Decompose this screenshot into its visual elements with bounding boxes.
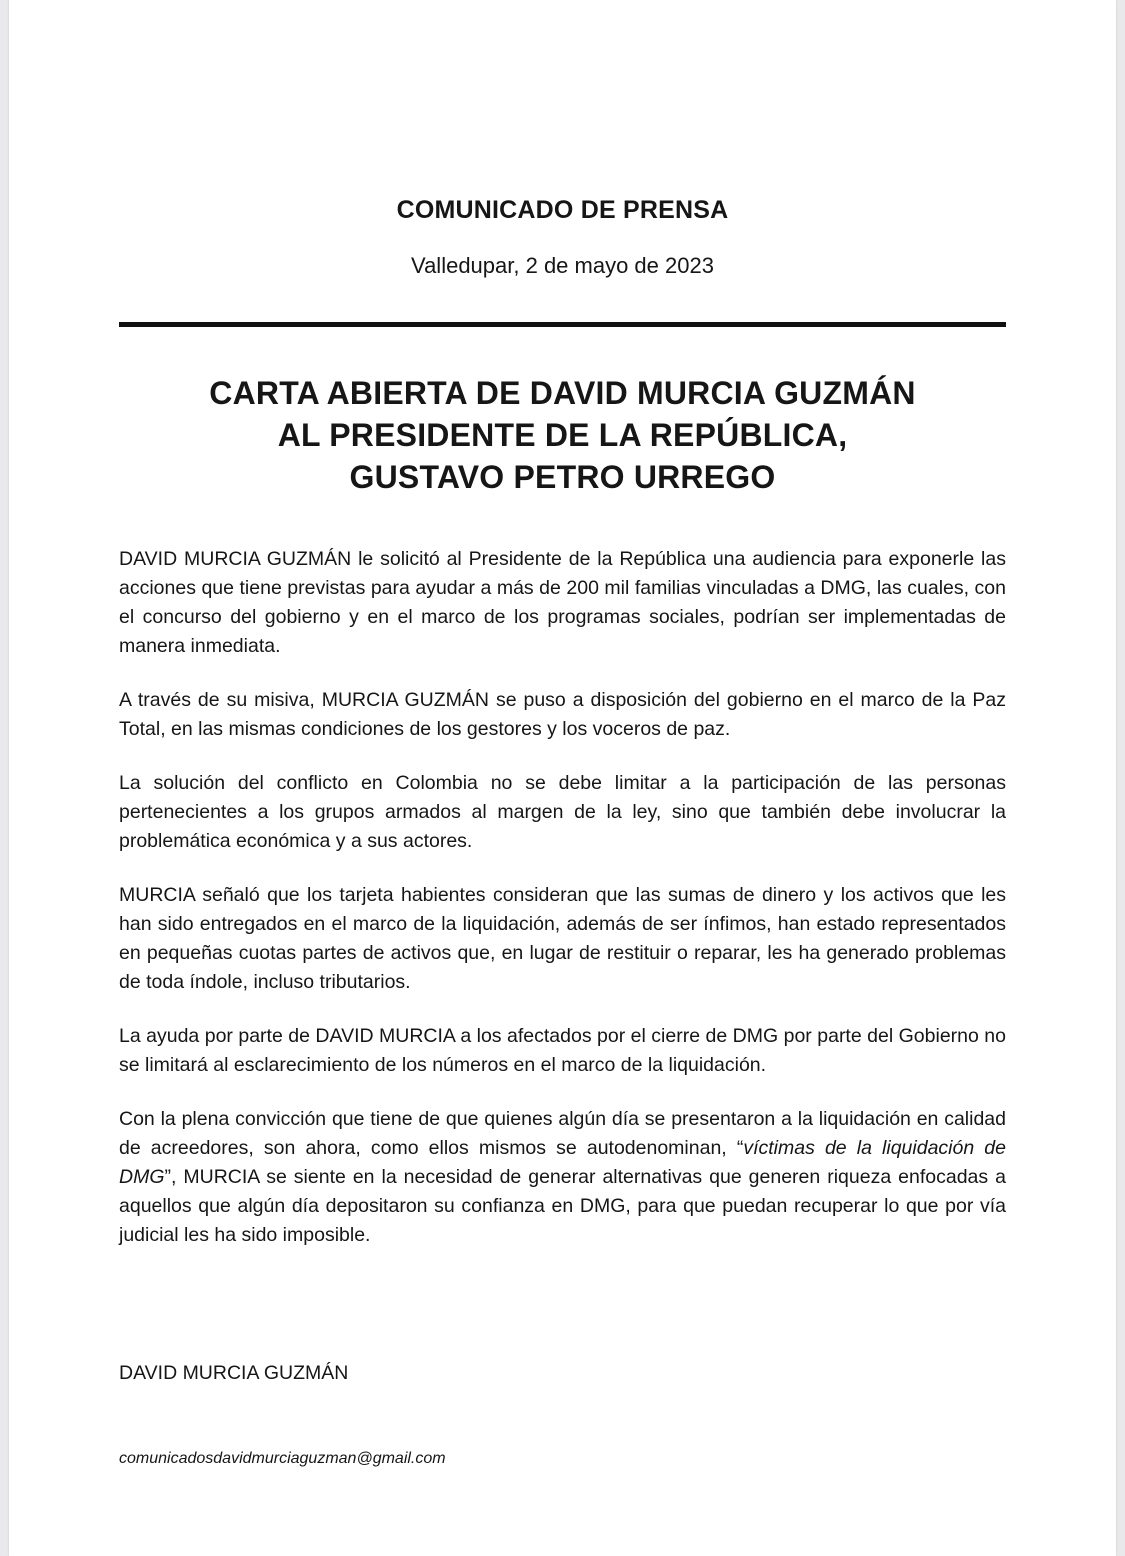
title-line-2: AL PRESIDENTE DE LA REPÚBLICA, <box>277 417 848 453</box>
paragraph-1: DAVID MURCIA GUZMÁN le solicitó al Presidente de la República una audiencia para exponerle las acciones que tiene previstas para ayudar a más de 200 mil familias vinculadas a DMG, las cuales, con el concurso del gobierno y en el marco de los programas sociales, podrían ser implementadas de manera inmediata. <box>119 548 1006 657</box>
paragraph-3: La solución del conflicto en Colombia no se debe limitar a la participación de las personas pertenecientes a los grupos armados al margen de la ley, sino que también debe involucrar la problemática económica y a sus actores. <box>119 772 1006 852</box>
paragraph-2: A través de su misiva, MURCIA GUZMÁN se puso a disposición del gobierno en el marco de la Paz Total, en las mismas condiciones de los gestores y los voceros de paz. <box>119 689 1006 740</box>
signature-name: DAVID MURCIA GUZMÁN <box>119 1362 349 1384</box>
press-release-label: COMUNICADO DE PRENSA <box>396 196 729 224</box>
paragraph-6-text-end: ”, MURCIA se siente en la necesidad de generar alternativas que generen riqueza enfocadas a aquellos que algún día depositaron su confianza en DMG, para que puedan recuperar lo que por vía judicial les ha sido imposible. <box>119 1166 1006 1246</box>
paragraph-5: La ayuda por parte de DAVID MURCIA a los afectados por el cierre de DMG por parte del Gobierno no se limitará al esclarecimiento de los números en el marco de la liquidación. <box>119 1025 1006 1076</box>
title-line-1: CARTA ABIERTA DE DAVID MURCIA GUZMÁN <box>209 375 916 411</box>
title-line-3: GUSTAVO PETRO URREGO <box>349 459 776 495</box>
divider <box>119 322 1006 327</box>
paragraph-6-text-start: Con la plena convicción que tiene de que quienes algún día se presentaron a la liquidación en calidad de acreedores, son ahora, como ellos mismos se autodenominan, “ <box>119 1108 1006 1159</box>
contact-email[interactable]: comunicadosdavidmurciaguzman@gmail.com <box>119 1450 446 1467</box>
document-title <box>9 372 1116 498</box>
paragraph-4: MURCIA señaló que los tarjeta habientes consideran que las sumas de dinero y los activos que les han sido entregados en el marco de la liquidación, además de ser ínfimos, han estado representados en pequeñas cuotas partes de activos que, en lugar de restituir o reparar, les ha generado problemas de toda índole, incluso tributarios. <box>119 884 1006 993</box>
paragraph-6-quote: víctimas de la liquidación de DMG <box>119 1137 1006 1188</box>
dateline: Valledupar, 2 de mayo de 2023 <box>411 253 714 278</box>
paragraph-6 <box>119 1105 1006 1250</box>
letter-body <box>119 545 1006 1275</box>
document-page <box>9 0 1116 1556</box>
